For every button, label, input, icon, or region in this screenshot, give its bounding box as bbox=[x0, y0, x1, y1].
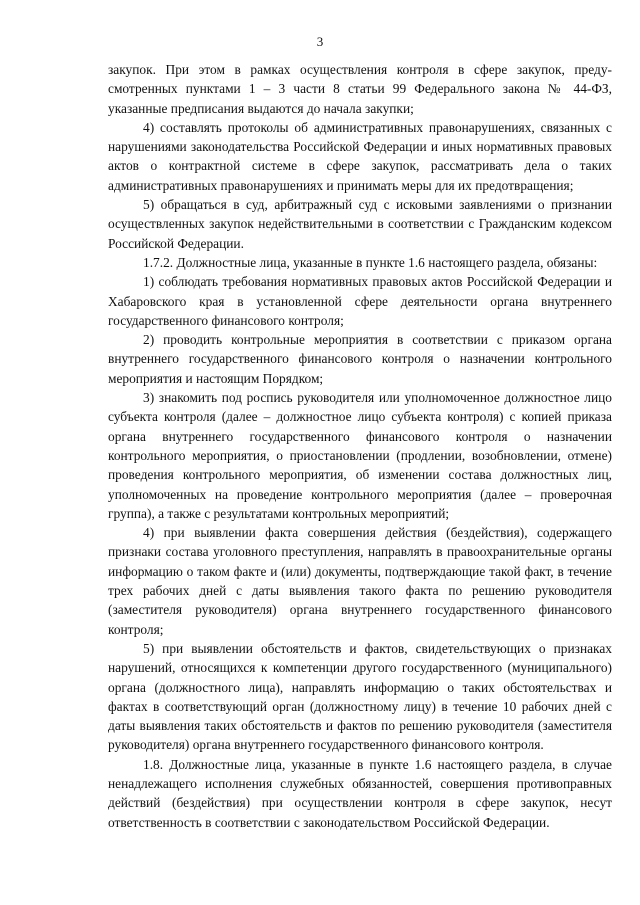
document-body bbox=[108, 60, 612, 832]
paragraph-item-5: 5) обращаться в суд, арбитражный суд с исковыми заявлениями о признании осуществленных закупок недействительными в соответствии с Гражданским кодексом Российской Федерации. bbox=[108, 197, 612, 251]
paragraph-duty-2: 2) проводить контрольные мероприятия в соответствии с приказом органа внутреннего государственного финансового контроля о назначении контрольного мероприятия и настоящим Порядком; bbox=[108, 332, 612, 386]
paragraph-duty-5: 5) при выявлении обстоятельств и фактов, свидетельствующих о признаках нарушений, относящихся к компетенции другого государственного (муниципального) органа (должностного лица), направлять информацию о таких обстоятельствах и фактах в соответствующий орган (должностному лицу) в течение 10 рабочих дней с даты выявления таких обстоятельств и фактов по решению руководителя (заместителя руководителя) органа внутреннего государственного финансового контроля. bbox=[108, 640, 612, 753]
paragraph-duty-3: 3) знакомить под роспись руководителя или уполномоченное должностное лицо субъекта контроля (далее – должностное лицо субъекта контроля) с копией приказа органа внутреннего государственного финансового контроля о назначении контрольного мероприятия, о приостановлении (продлении, возобновлении, отмене) проведения контрольного мероприятия, об изменении состава должностных лиц, уполномоченных на проведение контрольного мероприятия (далее – проверочная группа), а также с результатами контрольных мероприятий; bbox=[108, 390, 612, 521]
paragraph-duty-1: 1) соблюдать требования нормативных правовых актов Российской Федерации и Хабаровского края в установленной сфере деятельности органа внутреннего государственного финансового контроля; bbox=[108, 274, 612, 328]
paragraph-duty-4: 4) при выявлении факта совершения действия (бездействия), содержащего признаки состава уголовного преступления, направлять в правоохранительные органы информацию о таком факте и (или) документы, подтверждающие такой факт, в течение трех рабочих дней с даты выявления такого факта по решению руководителя (заместителя руководителя) органа внутреннего государственного финансового контроля; bbox=[108, 525, 612, 637]
paragraph-item-4: 4) составлять протоколы об административных правонарушениях, связанных с нарушениями законодательства Российской Федерации и иных нормативных правовых актов о контрактной системе в сфере закупок, рассматривать дела о таких административных правонарушениях и принимать меры для их предотвращения; bbox=[108, 119, 612, 193]
page-number: 3 bbox=[316, 34, 324, 49]
paragraph-1-7-2: 1.7.2. Должностные лица, указанные в пункте 1.6 настоящего раздела, обязаны: bbox=[143, 254, 598, 270]
paragraph-continuation: закупок. При этом в рамках осуществления контроля в сфере закупок, предусмотренных пунктами 1 – 3 части 8 статьи 99 Федерального закона № 44-ФЗ, указанные предписания выдаются до начала закупки; bbox=[108, 62, 612, 116]
paragraph-1-8: 1.8. Должностные лица, указанные в пункте 1.6 настоящего раздела, в случае ненадлежащего исполнения служебных обязанностей, совершения противоправных действий (бездействия) при осуществлении контроля в сфере закупок, несут ответственность в соответствии с законодательством Российской Федерации. bbox=[108, 756, 612, 830]
